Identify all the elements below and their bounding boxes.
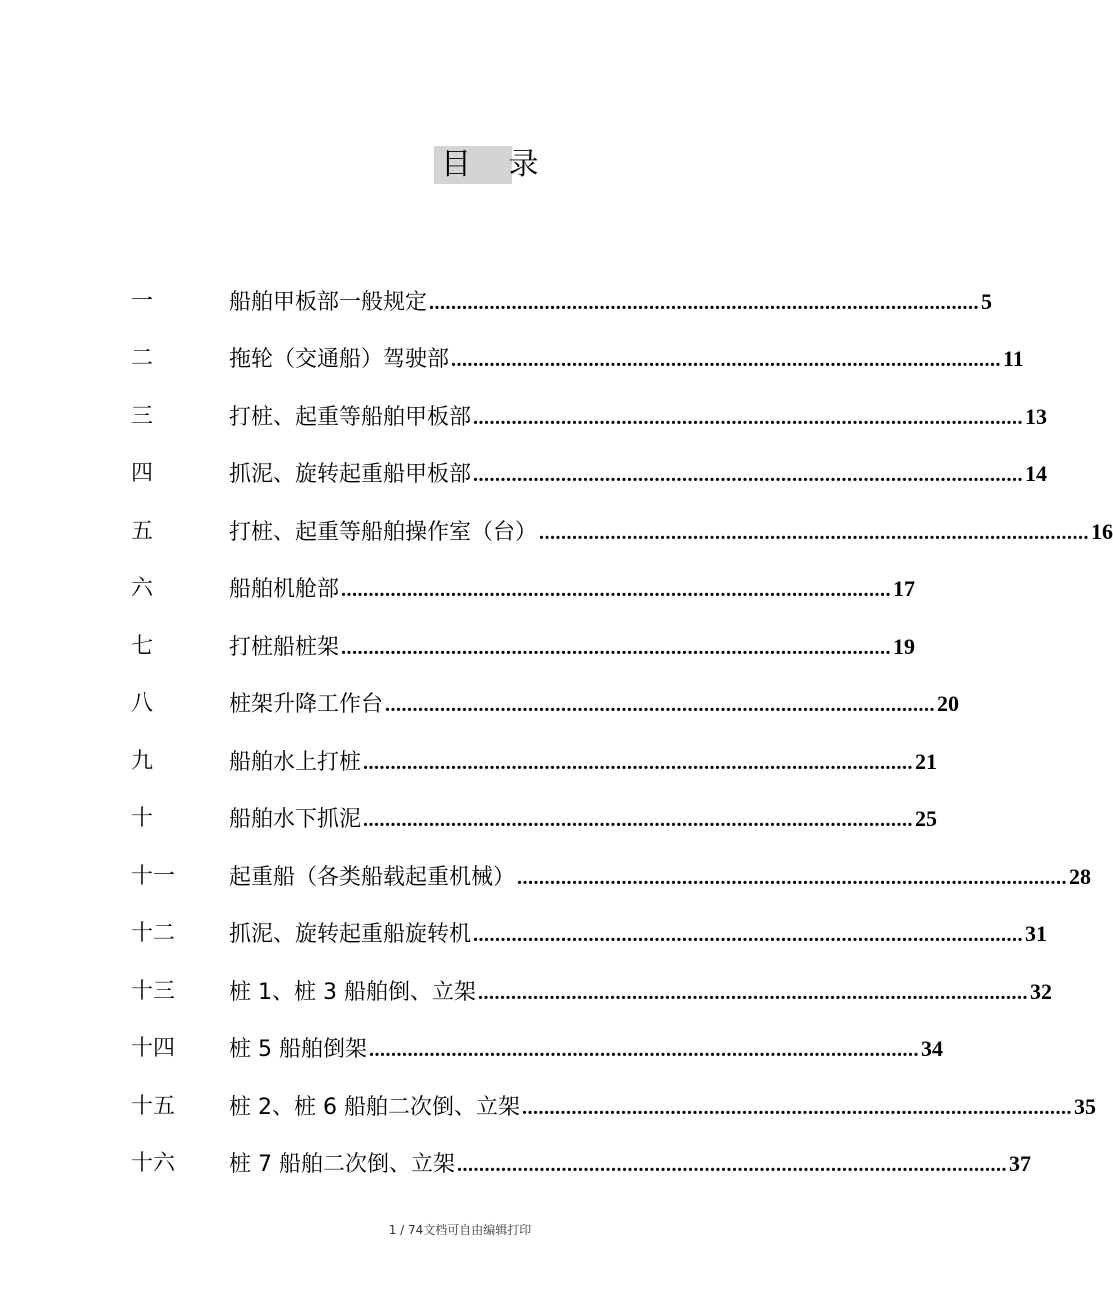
toc-entry-number: 五 (131, 519, 154, 544)
toc-entry-number: 九 (131, 749, 154, 774)
toc-entry-number: 八 (131, 691, 154, 716)
toc-entry-page: 25 (915, 806, 938, 831)
toc-leader-dots: .................................................................................................... (477, 982, 1028, 1004)
toc-entry-number: 一 (131, 289, 154, 314)
toc-entry-number: 十五 (131, 1094, 176, 1119)
toc-entry-title: 桩 2、桩 6 船舶二次倒、立架 (229, 1095, 520, 1120)
toc-leader-dots: .................................................................................................... (341, 579, 892, 601)
toc-leader-dots: .................................................................................................... (363, 752, 914, 774)
toc-entry[interactable] (0, 284, 993, 320)
toc-entry-number: 六 (131, 576, 154, 601)
toc-entry-title: 拖轮（交通船）驾驶部 (229, 347, 450, 372)
toc-entry-number: 二 (131, 346, 154, 371)
toc-entry-page: 37 (1008, 1151, 1031, 1176)
toc-entry-title: 打桩、起重等船舶甲板部 (229, 405, 472, 430)
toc-entry[interactable] (0, 1146, 1031, 1182)
toc-leader-dots: .................................................................................................... (456, 1154, 1007, 1176)
toc-entry-number: 十二 (131, 921, 176, 946)
toc-entry-number: 三 (131, 404, 154, 429)
toc-entry-title: 船舶甲板部一般规定 (229, 290, 428, 315)
toc-entry-page: 20 (937, 691, 960, 716)
toc-entry[interactable] (0, 1089, 1096, 1125)
toc-entry[interactable] (0, 1031, 943, 1067)
toc-entry[interactable] (0, 974, 1052, 1010)
toc-entry[interactable] (0, 686, 960, 722)
toc-entry-number: 七 (131, 634, 154, 659)
toc-entry-title: 抓泥、旋转起重船旋转机 (229, 922, 472, 947)
toc-entry-page: 16 (1091, 519, 1113, 544)
toc-entry-page: 19 (893, 634, 916, 659)
toc-leader-dots: .................................................................................................... (517, 867, 1068, 889)
toc-entry[interactable] (0, 399, 1048, 435)
toc-entry[interactable] (0, 341, 1024, 377)
toc-entry-number: 十四 (131, 1036, 176, 1061)
toc-entry-page: 32 (1029, 979, 1052, 1004)
toc-leader-dots: .................................................................................................... (521, 1097, 1072, 1119)
toc-entry-number: 四 (131, 461, 154, 486)
toc-entry-title: 桩 1、桩 3 船舶倒、立架 (229, 980, 476, 1005)
toc-leader-dots: .................................................................................................... (473, 464, 1024, 486)
toc-leader-dots: .................................................................................................... (368, 1039, 919, 1061)
toc-entry[interactable] (0, 859, 1092, 895)
toc-entry-title: 桩架升降工作台 (229, 692, 384, 717)
toc-entry-page: 35 (1073, 1094, 1096, 1119)
toc-entry-title: 打桩船桩架 (229, 635, 340, 660)
toc-entry-title: 船舶水上打桩 (229, 750, 362, 775)
toc-leader-dots: .................................................................................................... (473, 924, 1024, 946)
toc-entry[interactable] (0, 514, 1113, 550)
toc-entry[interactable] (0, 744, 938, 780)
toc-entry-title: 桩 7 船舶二次倒、立架 (229, 1152, 455, 1177)
page-footer: 1 / 74文档可自由编辑打印 (388, 1223, 532, 1237)
toc-entry[interactable] (0, 571, 920, 607)
toc-entry-title: 船舶水下抓泥 (229, 807, 362, 832)
toc-entry[interactable] (0, 916, 1048, 952)
toc-entry-page: 11 (1003, 346, 1024, 371)
toc-leader-dots: .................................................................................................... (429, 292, 980, 314)
toc-entry-page: 5 (981, 289, 993, 314)
toc-leader-dots: .................................................................................................... (539, 522, 1090, 544)
toc-leader-dots: .................................................................................................... (473, 407, 1024, 429)
page-title: 目 录 (434, 146, 512, 184)
toc-entry-number: 十三 (131, 979, 176, 1004)
toc-entry-title: 打桩、起重等船舶操作室（台） (229, 520, 538, 545)
toc-entry-title: 抓泥、旋转起重船甲板部 (229, 462, 472, 487)
toc-leader-dots: .................................................................................................... (363, 809, 914, 831)
toc-entry-number: 十一 (131, 864, 176, 889)
toc-entry-page: 31 (1025, 921, 1048, 946)
toc-entry-page: 14 (1025, 461, 1048, 486)
toc-entry-page: 21 (915, 749, 938, 774)
toc-leader-dots: .................................................................................................... (451, 349, 1002, 371)
toc-entry-number: 十 (131, 806, 154, 831)
toc-leader-dots: .................................................................................................... (341, 637, 892, 659)
toc-entry-page: 28 (1069, 864, 1092, 889)
toc-entry-page: 34 (920, 1036, 943, 1061)
toc-entry[interactable] (0, 456, 1048, 492)
toc-entry-page: 13 (1025, 404, 1048, 429)
toc-entry-title: 船舶机舱部 (229, 577, 340, 602)
toc-leader-dots: .................................................................................................... (385, 694, 936, 716)
toc-entry-page: 17 (893, 576, 916, 601)
toc-entry-title: 起重船（各类船载起重机械） (229, 865, 516, 890)
toc-entry[interactable] (0, 629, 920, 665)
toc-entry-title: 桩 5 船舶倒架 (229, 1037, 367, 1062)
toc-entry-number: 十六 (131, 1151, 176, 1176)
toc-entry[interactable] (0, 801, 938, 837)
